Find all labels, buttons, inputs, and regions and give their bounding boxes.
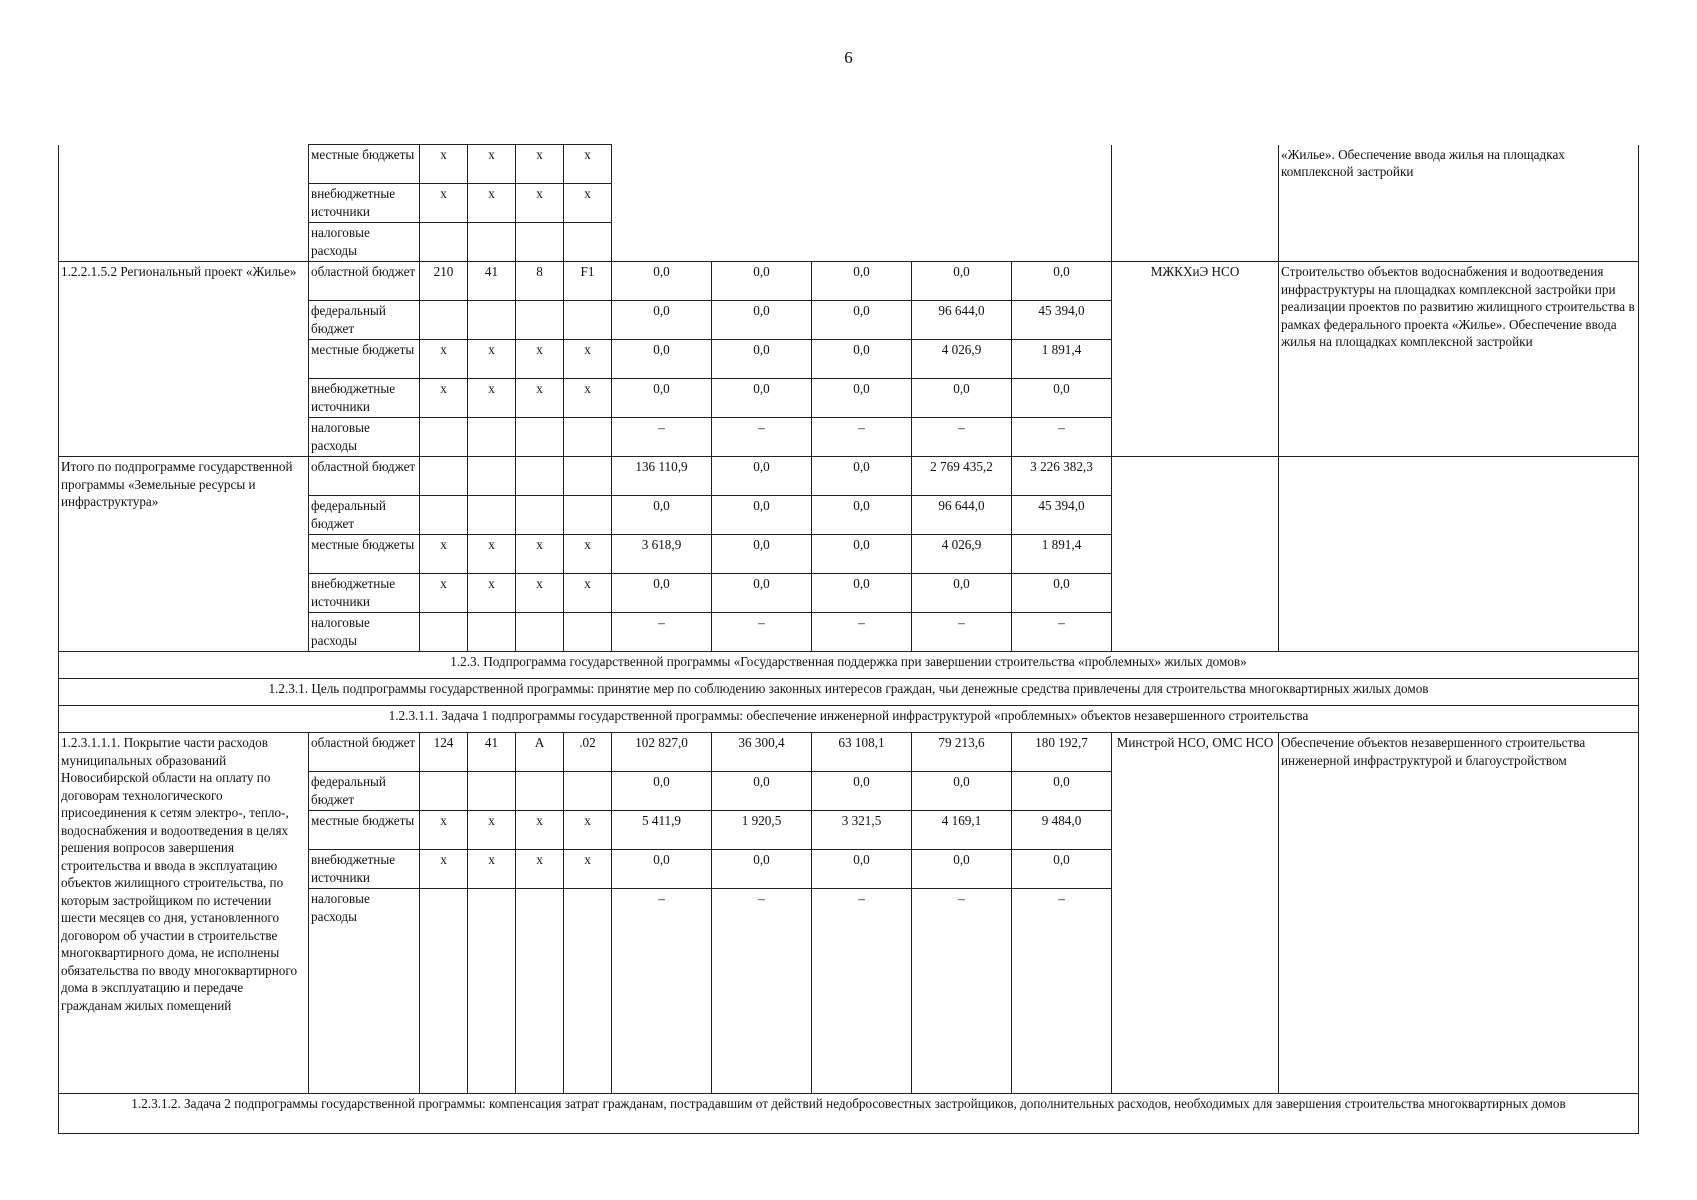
code-cell: x (564, 574, 612, 613)
value-cell: – (1012, 418, 1112, 457)
value-cell: 0,0 (912, 772, 1012, 811)
source-cell: местные бюджеты (309, 535, 420, 574)
code-cell: x (516, 184, 564, 223)
value-cell: 1 891,4 (1012, 535, 1112, 574)
code-cell (468, 889, 516, 1094)
code-cell (516, 223, 564, 262)
code-cell (516, 418, 564, 457)
table-row (59, 652, 1639, 679)
program-name-cell (59, 145, 309, 262)
code-cell (420, 496, 468, 535)
code-cell (516, 613, 564, 652)
code-cell: x (468, 850, 516, 889)
value-cell: 0,0 (1012, 850, 1112, 889)
code-cell (420, 301, 468, 340)
code-cell: x (468, 535, 516, 574)
value-cell: 0,0 (712, 262, 812, 301)
table-row (59, 733, 1639, 772)
value-cell: 0,0 (812, 496, 912, 535)
code-cell (516, 889, 564, 1094)
code-cell (468, 496, 516, 535)
code-cell: 41 (468, 262, 516, 301)
code-cell (564, 889, 612, 1094)
source-cell: внебюджетные источники (309, 574, 420, 613)
value-cell: 96 644,0 (912, 301, 1012, 340)
code-cell (420, 889, 468, 1094)
source-cell: областной бюджет (309, 262, 420, 301)
code-cell: x (468, 574, 516, 613)
code-cell: x (468, 340, 516, 379)
executor-cell: Минстрой НСО, ОМС НСО (1112, 733, 1279, 1094)
code-cell: x (420, 340, 468, 379)
code-cell: x (420, 811, 468, 850)
source-cell: внебюджетные источники (309, 850, 420, 889)
code-cell: x (420, 379, 468, 418)
value-cell: 0,0 (712, 850, 812, 889)
value-cell: – (712, 889, 812, 1094)
value-cell: – (912, 613, 1012, 652)
goal-cell: «Жилье». Обеспечение ввода жилья на площадках комплексной застройки (1279, 145, 1639, 262)
code-cell: x (420, 184, 468, 223)
code-cell (468, 457, 516, 496)
source-cell: местные бюджеты (309, 340, 420, 379)
value-cell: 3 618,9 (612, 535, 712, 574)
value-cell: 45 394,0 (1012, 496, 1112, 535)
code-cell: x (420, 574, 468, 613)
value-cell: 1 891,4 (1012, 340, 1112, 379)
code-cell (564, 457, 612, 496)
code-cell (564, 418, 612, 457)
value-cell: 45 394,0 (1012, 301, 1112, 340)
value-cell: – (812, 889, 912, 1094)
code-cell: x (564, 535, 612, 574)
code-cell: x (516, 850, 564, 889)
value-cell: 2 769 435,2 (912, 457, 1012, 496)
budget-table (58, 144, 1639, 1134)
value-cell: 0,0 (612, 301, 712, 340)
value-cell: 0,0 (712, 457, 812, 496)
code-cell: x (564, 850, 612, 889)
value-cell: 0,0 (712, 574, 812, 613)
code-cell (564, 772, 612, 811)
code-cell (420, 772, 468, 811)
value-cell: 0,0 (812, 379, 912, 418)
value-cell: – (1012, 889, 1112, 1094)
code-cell: x (516, 535, 564, 574)
table-row (59, 262, 1639, 301)
subprogram-heading: 1.2.3. Подпрограмма государственной программы «Государственная поддержка при завершении строительства «проблемных» жилых домов» (59, 652, 1639, 679)
code-cell (468, 223, 516, 262)
value-cell: 0,0 (812, 574, 912, 613)
value-cell: 0,0 (612, 379, 712, 418)
code-cell (420, 418, 468, 457)
values-gap (612, 145, 1112, 262)
value-cell: 102 827,0 (612, 733, 712, 772)
value-cell: – (712, 613, 812, 652)
source-cell: налоговые расходы (309, 613, 420, 652)
code-cell (516, 457, 564, 496)
value-cell: 0,0 (612, 574, 712, 613)
value-cell: 3 226 382,3 (1012, 457, 1112, 496)
code-cell (564, 301, 612, 340)
goal-cell (1279, 457, 1639, 652)
value-cell: 96 644,0 (912, 496, 1012, 535)
code-cell (516, 301, 564, 340)
source-cell: местные бюджеты (309, 145, 420, 184)
code-cell: x (564, 184, 612, 223)
code-cell: 8 (516, 262, 564, 301)
code-cell (420, 223, 468, 262)
value-cell: 0,0 (1012, 379, 1112, 418)
value-cell: 4 026,9 (912, 340, 1012, 379)
code-cell: x (420, 145, 468, 184)
value-cell: – (812, 613, 912, 652)
value-cell: 0,0 (612, 496, 712, 535)
code-cell: 210 (420, 262, 468, 301)
value-cell: 0,0 (712, 772, 812, 811)
value-cell: 4 169,1 (912, 811, 1012, 850)
value-cell: 1 920,5 (712, 811, 812, 850)
value-cell: – (612, 889, 712, 1094)
source-cell: областной бюджет (309, 457, 420, 496)
value-cell: 36 300,4 (712, 733, 812, 772)
source-cell: внебюджетные источники (309, 184, 420, 223)
code-cell: F1 (564, 262, 612, 301)
table-row (59, 1094, 1639, 1134)
value-cell: 0,0 (712, 301, 812, 340)
value-cell: – (712, 418, 812, 457)
source-cell: федеральный бюджет (309, 301, 420, 340)
source-cell: местные бюджеты (309, 811, 420, 850)
value-cell: 180 192,7 (1012, 733, 1112, 772)
code-cell (468, 418, 516, 457)
executor-cell (1112, 145, 1279, 262)
code-cell: x (516, 379, 564, 418)
value-cell: 0,0 (612, 850, 712, 889)
code-cell: x (564, 145, 612, 184)
value-cell: 0,0 (812, 262, 912, 301)
code-cell: x (564, 340, 612, 379)
executor-cell (1112, 457, 1279, 652)
code-cell: A (516, 733, 564, 772)
program-name-cell: Итого по подпрограмме государственной программы «Земельные ресурсы и инфраструктура» (59, 457, 309, 652)
table-row (59, 679, 1639, 706)
value-cell: 0,0 (712, 340, 812, 379)
code-cell: x (564, 379, 612, 418)
value-cell: 0,0 (912, 850, 1012, 889)
value-cell: – (612, 613, 712, 652)
value-cell: 136 110,9 (612, 457, 712, 496)
goal-cell: Обеспечение объектов незавершенного строительства инженерной инфраструктурой и благоустройством (1279, 733, 1639, 1094)
code-cell (564, 496, 612, 535)
code-cell: x (468, 145, 516, 184)
code-cell: x (468, 811, 516, 850)
code-cell: 41 (468, 733, 516, 772)
code-cell (564, 223, 612, 262)
value-cell: – (612, 418, 712, 457)
code-cell: x (516, 574, 564, 613)
page-number: 6 (844, 48, 853, 67)
value-cell: 0,0 (612, 772, 712, 811)
code-cell: x (516, 340, 564, 379)
value-cell: 9 484,0 (1012, 811, 1112, 850)
task-heading: 1.2.3.1.2. Задача 2 подпрограммы государственной программы: компенсация затрат гражданам, пострадавшим от действий недобросовестных застройщиков, дополнительных расходов, необходимых для завершения строительства многоквартирных домов (59, 1094, 1639, 1134)
code-cell: x (468, 379, 516, 418)
value-cell: – (1012, 613, 1112, 652)
code-cell: x (516, 811, 564, 850)
goal-cell: Строительство объектов водоснабжения и водоотведения инфраструктуры на площадках комплексной застройки при реализации проектов по развитию жилищного строительства в рамках федерального проекта «Жилье». Обеспечение ввода жилья на площадках комплексной застройки (1279, 262, 1639, 457)
goal-heading: 1.2.3.1. Цель подпрограммы государственной программы: принятие мер по соблюдению законных интересов граждан, чьи денежные средства привлечены для строительства многоквартирных жилых домов (59, 679, 1639, 706)
source-cell: налоговые расходы (309, 889, 420, 1094)
task-heading: 1.2.3.1.1. Задача 1 подпрограммы государственной программы: обеспечение инженерной инфраструктурой «проблемных» объектов незавершенного строительства (59, 706, 1639, 733)
code-cell (420, 457, 468, 496)
source-cell: областной бюджет (309, 733, 420, 772)
code-cell (420, 613, 468, 652)
code-cell: x (564, 811, 612, 850)
value-cell: 0,0 (812, 340, 912, 379)
code-cell (468, 301, 516, 340)
value-cell: 0,0 (912, 262, 1012, 301)
executor-cell: МЖКХиЭ НСО (1112, 262, 1279, 457)
source-cell: федеральный бюджет (309, 496, 420, 535)
table-row (59, 457, 1639, 496)
code-cell: x (420, 850, 468, 889)
source-cell: внебюджетные источники (309, 379, 420, 418)
code-cell: .02 (564, 733, 612, 772)
value-cell: 3 321,5 (812, 811, 912, 850)
code-cell: x (516, 145, 564, 184)
table-row (59, 706, 1639, 733)
program-name-cell: 1.2.3.1.1.1. Покрытие части расходов муниципальных образований Новосибирской области на оплату по договорам технологического присоединения к сетям электро-, тепло-, водоснабжения и водоотведения в целях решения вопросов завершения строительства и ввода в эксплуатацию объектов жилищного строительства, по которым застройщиком по истечении шести месяцев со дня, установленного договором об участии в строительстве многоквартирного дома, не исполнены обязательства по вводу многоквартирного дома в эксплуатацию и передаче гражданам жилых помещений (59, 733, 309, 1094)
source-cell: федеральный бюджет (309, 772, 420, 811)
value-cell: – (912, 889, 1012, 1094)
code-cell: x (468, 184, 516, 223)
value-cell: 0,0 (712, 535, 812, 574)
table-row (59, 145, 1639, 184)
value-cell: 0,0 (1012, 262, 1112, 301)
value-cell: 0,0 (912, 574, 1012, 613)
code-cell (468, 613, 516, 652)
code-cell (468, 772, 516, 811)
source-cell: налоговые расходы (309, 418, 420, 457)
code-cell (516, 496, 564, 535)
value-cell: – (812, 418, 912, 457)
value-cell: 0,0 (812, 457, 912, 496)
program-name-cell: 1.2.2.1.5.2 Региональный проект «Жилье» (59, 262, 309, 457)
value-cell: 0,0 (812, 535, 912, 574)
value-cell: – (912, 418, 1012, 457)
value-cell: 0,0 (812, 772, 912, 811)
value-cell: 0,0 (812, 301, 912, 340)
value-cell: 4 026,9 (912, 535, 1012, 574)
code-cell (516, 772, 564, 811)
code-cell (564, 613, 612, 652)
value-cell: 0,0 (812, 850, 912, 889)
value-cell: 0,0 (1012, 574, 1112, 613)
value-cell: 0,0 (612, 262, 712, 301)
value-cell: 79 213,6 (912, 733, 1012, 772)
value-cell: 0,0 (912, 379, 1012, 418)
value-cell: 63 108,1 (812, 733, 912, 772)
value-cell: 0,0 (1012, 772, 1112, 811)
value-cell: 0,0 (712, 379, 812, 418)
value-cell: 0,0 (612, 340, 712, 379)
code-cell: 124 (420, 733, 468, 772)
source-cell: налоговые расходы (309, 223, 420, 262)
code-cell: x (420, 535, 468, 574)
value-cell: 5 411,9 (612, 811, 712, 850)
value-cell: 0,0 (712, 496, 812, 535)
